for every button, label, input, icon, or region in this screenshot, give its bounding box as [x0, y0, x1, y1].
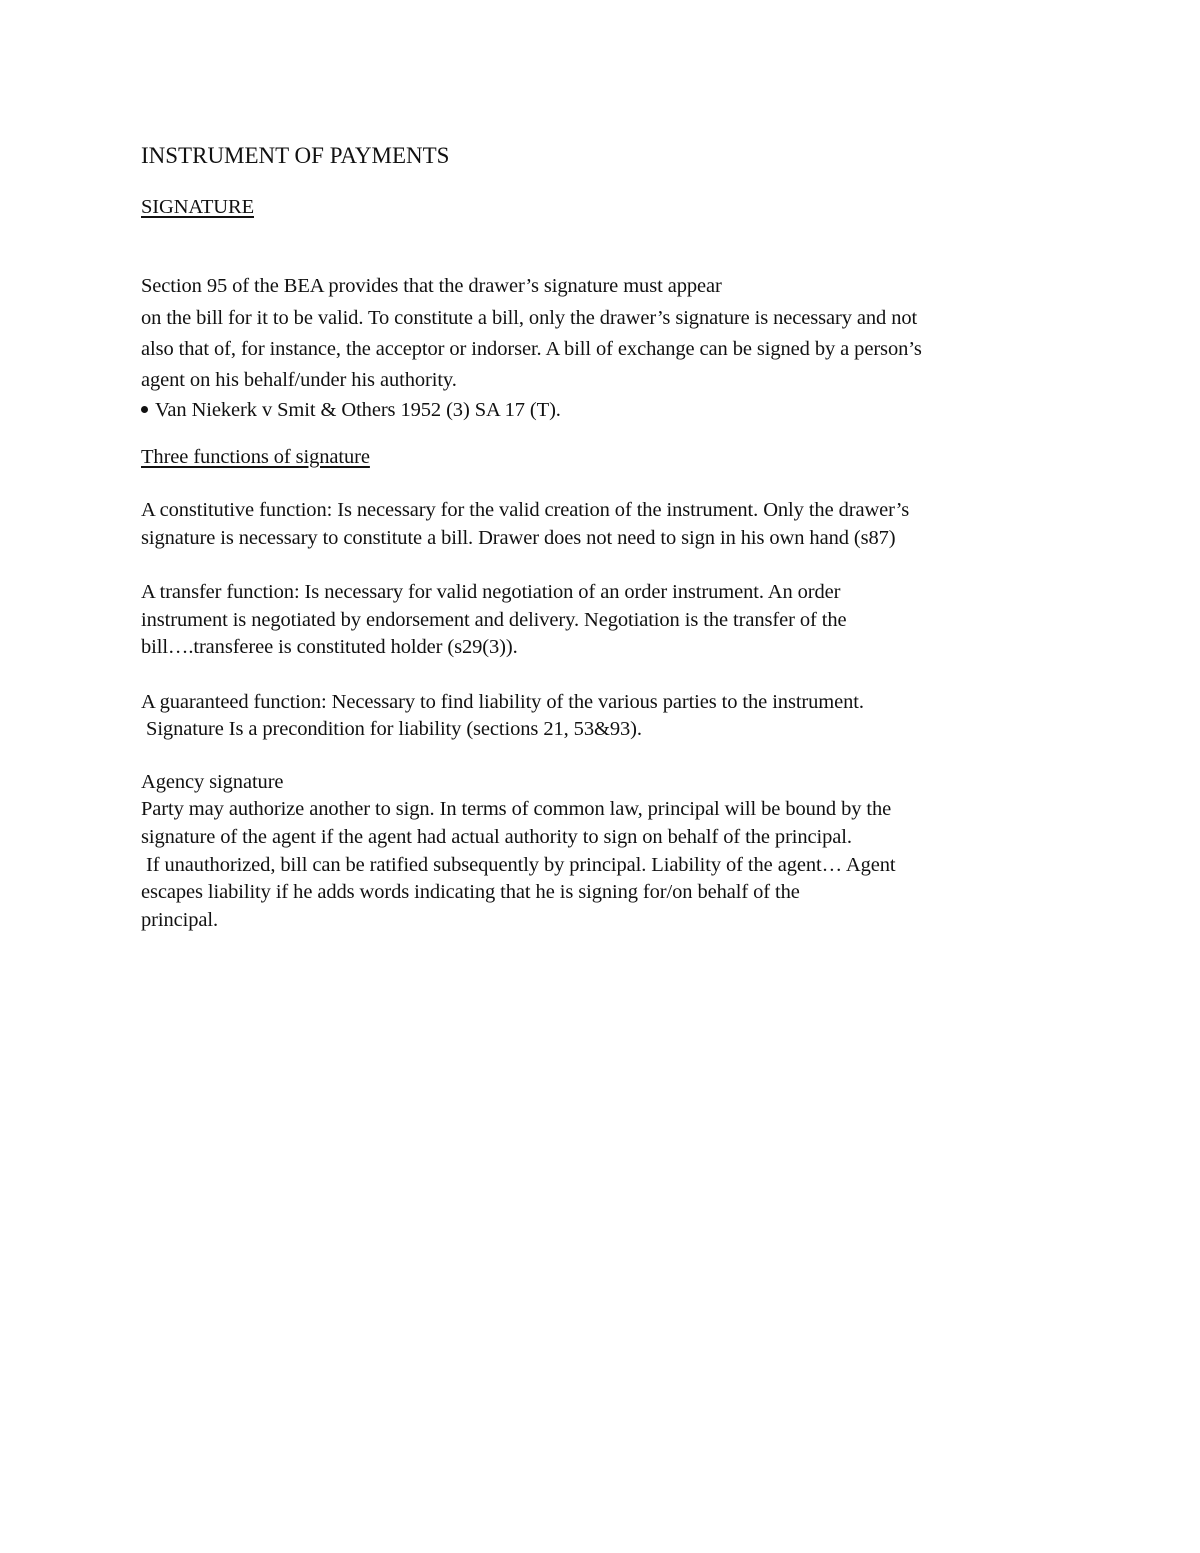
bullet-icon — [141, 406, 148, 413]
agency-line-2: signature of the agent if the agent had actual authority to sign on behalf of the principal. — [141, 826, 852, 848]
guarantee-line-1: A guaranteed function: Necessary to find liability of the various parties to the instrument. — [141, 691, 864, 713]
transfer-line-1: A transfer function: Is necessary for valid negotiation of an order instrument. An order — [141, 581, 841, 603]
section-heading-signature: SIGNATURE — [141, 196, 254, 218]
functions-heading: Three functions of signature — [141, 446, 370, 468]
guarantee-line-2: Signature Is a precondition for liability (sections 21, 53&93). — [141, 718, 642, 740]
intro-line-3: also that of, for instance, the acceptor or indorser. A bill of exchange can be signed by a person’s — [141, 338, 922, 360]
document-title: INSTRUMENT OF PAYMENTS — [141, 143, 450, 168]
intro-line-4: agent on his behalf/under his authority. — [141, 369, 457, 391]
constitutive-line-1: A constitutive function: Is necessary for the valid creation of the instrument. Only the drawer’s — [141, 499, 910, 521]
case-citation-text: Van Niekerk v Smit & Others 1952 (3) SA 17 (T). — [155, 399, 561, 421]
agency-line-1: Party may authorize another to sign. In terms of common law, principal will be bound by the — [141, 798, 892, 820]
agency-line-4: escapes liability if he adds words indicating that he is signing for/on behalf of the — [141, 881, 800, 903]
agency-line-3: If unauthorized, bill can be ratified subsequently by principal. Liability of the agent… Agent — [141, 854, 896, 876]
transfer-line-3: bill….transferee is constituted holder (s29(3)). — [141, 636, 518, 658]
transfer-line-2: instrument is negotiated by endorsement and delivery. Negotiation is the transfer of the — [141, 609, 847, 631]
intro-line-1: Section 95 of the BEA provides that the drawer’s signature must appear — [141, 275, 722, 297]
constitutive-line-2: signature is necessary to constitute a bill. Drawer does not need to sign in his own hand (s87) — [141, 527, 896, 549]
case-citation-item — [141, 397, 561, 423]
intro-line-2: on the bill for it to be valid. To constitute a bill, only the drawer’s signature is necessary and not — [141, 307, 918, 329]
agency-line-5: principal. — [141, 909, 218, 931]
agency-heading: Agency signature — [141, 771, 284, 793]
